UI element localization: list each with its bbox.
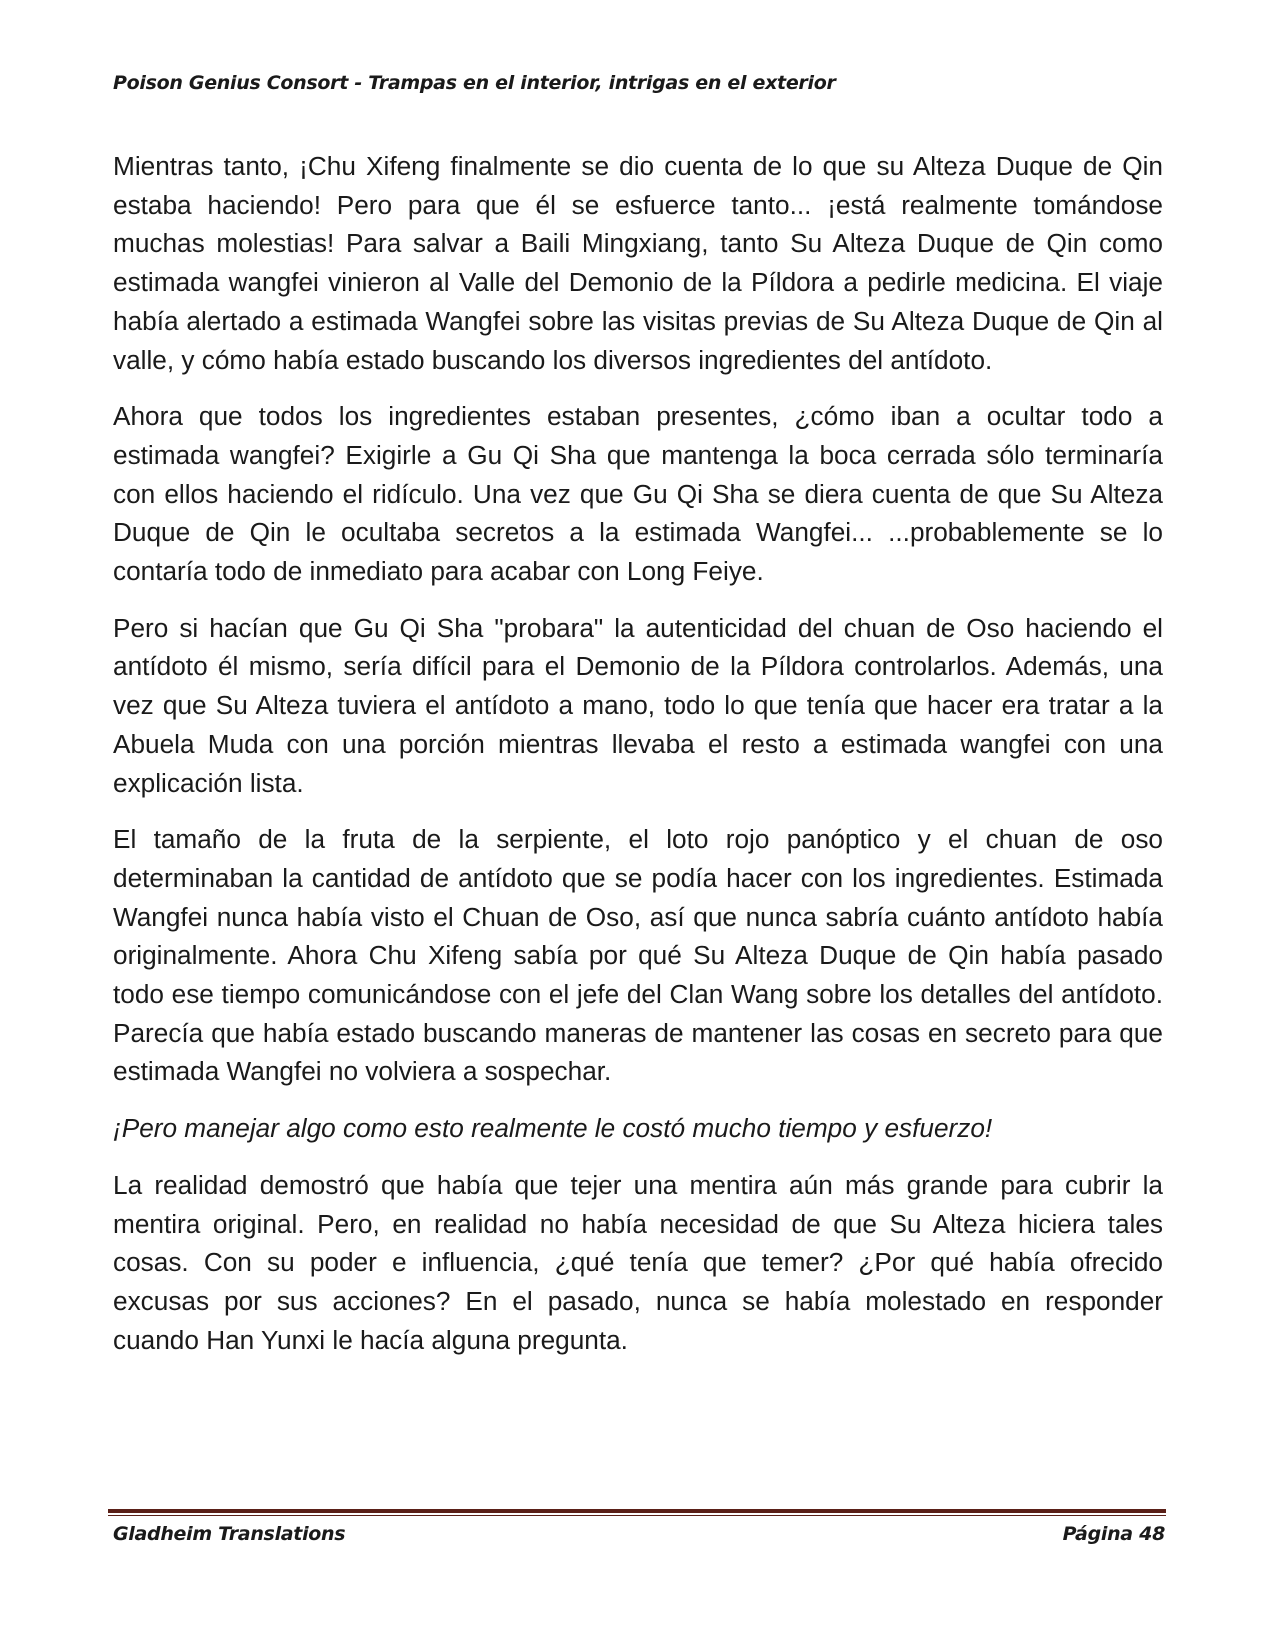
- paragraph-6: La realidad demostró que había que tejer una mentira aún más grande para cubrir la mentira original. Pero, en realidad no había necesidad de que Su Alteza hiciera tales cosas. Con su poder e influencia, ¿qué tenía que temer? ¿Por qué había ofrecido excusas por sus acciones? En el pasado, nunca se había molestado en responder cuando Han Yunxi le hacía alguna pregunta.: [113, 1169, 1163, 1355]
- paragraph-1: Mientras tanto, ¡Chu Xifeng finalmente se dio cuenta de lo que su Alteza Duque de Qin estaba haciendo! Pero para que él se esfuerce tanto... ¡está realmente tomándose muchas molestias! Para salvar a Baili Mingxiang, tanto Su Alteza Duque de Qin como estimada wangfei vinieron al Valle del Demonio de la Píldora a pedirle medicina. El viaje había alertado a estimada Wangfei sobre las visitas previas de Su Alteza Duque de Qin al valle, y cómo había estado buscando los diversos ingredientes del antídoto.: [113, 151, 1163, 375]
- paragraph-5-italic: ¡Pero manejar algo como esto realmente le costó mucho tiempo y esfuerzo!: [113, 1113, 993, 1144]
- footer-divider-thin: [108, 1515, 1166, 1516]
- body-content: [113, 147, 1163, 1377]
- paragraph-2: Ahora que todos los ingredientes estaban presentes, ¿cómo iban a ocultar todo a estimada wangfei? Exigirle a Gu Qi Sha que mantenga la boca cerrada sólo terminaría con ellos haciendo el ridículo. Una vez que Gu Qi Sha se diera cuenta de que Su Alteza Duque de Qin le ocultaba secretos a la estimada Wangfei... ...probablemente se lo contaría todo de inmediato para acabar con Long Feiye.: [113, 401, 1163, 587]
- footer-divider: [108, 1509, 1166, 1516]
- footer-page-number: Página 48: [1062, 1523, 1165, 1545]
- footer-translator: Gladheim Translations: [113, 1523, 346, 1545]
- footer-divider-thick: [108, 1509, 1166, 1513]
- paragraph-3: Pero si hacían que Gu Qi Sha "probara" la autenticidad del chuan de Oso haciendo el antídoto él mismo, sería difícil para el Demonio de la Píldora controlarlos. Además, una vez que Su Alteza tuviera el antídoto a mano, todo lo que tenía que hacer era tratar a la Abuela Muda con una porción mientras llevaba el resto a estimada wangfei con una explicación lista.: [113, 612, 1163, 798]
- paragraph-4: El tamaño de la fruta de la serpiente, el loto rojo panóptico y el chuan de oso determinaban la cantidad de antídoto que se podía hacer con los ingredientes. Estimada Wangfei nunca había visto el Chuan de Oso, así que nunca sabría cuánto antídoto había originalmente. Ahora Chu Xifeng sabía por qué Su Alteza Duque de Qin había pasado todo ese tiempo comunicándose con el jefe del Clan Wang sobre los detalles del antídoto. Parecía que había estado buscando maneras de mantener las cosas en secreto para que estimada Wangfei no volviera a sospechar.: [113, 824, 1163, 1087]
- header-title: Poison Genius Consort - Trampas en el interior, intrigas en el exterior: [113, 72, 836, 94]
